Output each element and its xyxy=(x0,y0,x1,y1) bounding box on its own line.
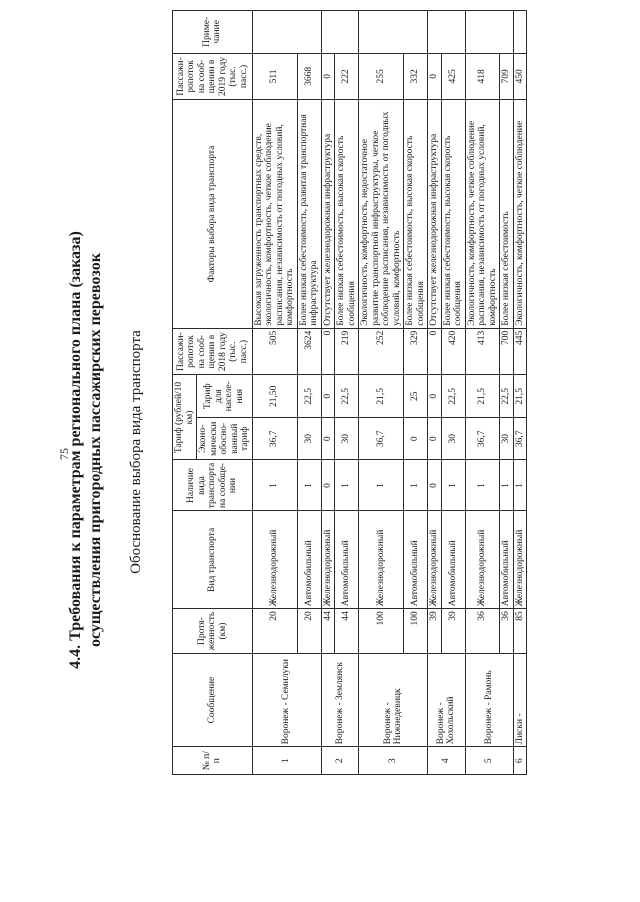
cell-tariff-population: 22,5 xyxy=(500,375,514,418)
cell-passengers-2018: 413 xyxy=(465,328,500,375)
header-tariff-population: Тариф для населения xyxy=(197,375,253,418)
cell-length: 20 xyxy=(297,609,321,654)
cell-passengers-2018: 420 xyxy=(441,328,465,375)
cell-tariff-population: 21,50 xyxy=(252,375,297,418)
cell-passengers-2018: 252 xyxy=(359,328,404,375)
cell-mode: Железнодорожный xyxy=(513,511,527,609)
cell-availability: 1 xyxy=(465,460,500,511)
cell-availability: 1 xyxy=(500,460,514,511)
cell-tariff-population: 22,5 xyxy=(441,375,465,418)
cell-passengers-2019: 450 xyxy=(513,53,527,100)
cell-tariff-population: 25 xyxy=(404,375,428,418)
cell-factors: Высокая загруженность транспортных средств, экологичность, комфортность, четкое соблюдение расписания, независимость от погодных условий, комфортность xyxy=(252,100,297,328)
cell-length: 85 xyxy=(513,609,527,654)
cell-num: 5 xyxy=(465,747,513,775)
header-availability: Наличие вида транспорта на сообщении xyxy=(173,460,253,511)
cell-mode: Автомобильный xyxy=(297,511,321,609)
cell-length: 39 xyxy=(428,609,442,654)
section-title: 4.4. Требования к параметрам регионального плана (заказа) осуществления пригородных пассажирских перевозок xyxy=(67,231,104,669)
cell-num: 6 xyxy=(513,747,527,775)
table-row xyxy=(465,11,500,775)
header-factors: Факторы выбора вида транспорта xyxy=(173,100,253,328)
table-row xyxy=(428,11,442,775)
cell-length: 100 xyxy=(359,609,404,654)
cell-length: 36 xyxy=(500,609,514,654)
cell-factors: Экологичность, комфортность, четкое соблюдение xyxy=(513,100,527,328)
cell-passengers-2019: 255 xyxy=(359,53,404,100)
cell-tariff-economic: 36,7 xyxy=(465,418,500,461)
cell-tariff-economic: 30 xyxy=(441,418,465,461)
cell-factors: Более низкая себестоимость, высокая скорость сообщения xyxy=(404,100,428,328)
cell-route: Воронеж - Нижнедевицк xyxy=(359,653,428,747)
cell-mode: Автомобильный xyxy=(335,511,359,609)
cell-tariff-population: 22,5 xyxy=(297,375,321,418)
cell-route: Воронеж - Хохольский xyxy=(428,653,466,747)
cell-passengers-2019: 0 xyxy=(321,53,335,100)
cell-factors: Более низкая себестоимость, развитая транспортная инфраструктура xyxy=(297,100,321,328)
cell-mode: Железнодорожный xyxy=(321,511,335,609)
header-note: Примечание xyxy=(173,11,253,54)
cell-route: Лиски - xyxy=(513,653,527,747)
cell-passengers-2019: 3668 xyxy=(297,53,321,100)
cell-note xyxy=(252,11,321,54)
cell-route: Воронеж - Рамонь xyxy=(465,653,513,747)
cell-passengers-2019: 0 xyxy=(428,53,442,100)
cell-route: Воронеж - Семилуки xyxy=(252,653,321,747)
cell-tariff-economic: 36,7 xyxy=(359,418,404,461)
cell-mode: Автомобильный xyxy=(441,511,465,609)
cell-factors: Экологичность, комфортность, четкое соблюдение расписания, независимость от погодных условий, комфортность xyxy=(465,100,500,328)
cell-note xyxy=(428,11,466,54)
cell-factors: Более низкая себестоимость xyxy=(500,100,514,328)
cell-factors: Более низкая себестоимость, высокая скорость сообщения xyxy=(441,100,465,328)
cell-availability: 1 xyxy=(513,460,527,511)
cell-passengers-2019: 222 xyxy=(335,53,359,100)
cell-tariff-economic: 30 xyxy=(335,418,359,461)
cell-mode: Железнодорожный xyxy=(252,511,297,609)
cell-num: 1 xyxy=(252,747,321,775)
cell-length: 39 xyxy=(441,609,465,654)
cell-route: Воронеж - Землянск xyxy=(321,653,359,747)
cell-availability: 0 xyxy=(428,460,442,511)
cell-tariff-economic: 30 xyxy=(297,418,321,461)
cell-tariff-economic: 0 xyxy=(404,418,428,461)
cell-num: 2 xyxy=(321,747,359,775)
cell-mode: Автомобильный xyxy=(404,511,428,609)
cell-availability: 0 xyxy=(321,460,335,511)
cell-availability: 1 xyxy=(252,460,297,511)
cell-passengers-2019: 332 xyxy=(404,53,428,100)
cell-tariff-population: 21,5 xyxy=(465,375,500,418)
cell-passengers-2019: 709 xyxy=(500,53,514,100)
cell-passengers-2018: 445 xyxy=(513,328,527,375)
header-tariff-economic: Экономически обоснованный тариф xyxy=(197,418,253,461)
transport-choice-table xyxy=(172,10,527,775)
cell-passengers-2018: 700 xyxy=(500,328,514,375)
header-num: № п/п xyxy=(173,747,253,775)
cell-availability: 1 xyxy=(359,460,404,511)
cell-passengers-2019: 425 xyxy=(441,53,465,100)
cell-passengers-2019: 511 xyxy=(252,53,297,100)
header-route: Сообщение xyxy=(173,653,253,747)
cell-tariff-economic: 36,7 xyxy=(513,418,527,461)
cell-mode: Железнодорожный xyxy=(465,511,500,609)
cell-num: 4 xyxy=(428,747,466,775)
table-row xyxy=(321,11,335,775)
table-row xyxy=(359,11,404,775)
cell-mode: Железнодорожный xyxy=(359,511,404,609)
cell-note xyxy=(359,11,428,54)
cell-mode: Железнодорожный xyxy=(428,511,442,609)
cell-availability: 1 xyxy=(441,460,465,511)
cell-factors: Отсутствует железнодорожная инфраструктура xyxy=(428,100,442,328)
cell-tariff-population: 21,5 xyxy=(359,375,404,418)
cell-passengers-2018: 0 xyxy=(321,328,335,375)
cell-tariff-population: 0 xyxy=(321,375,335,418)
cell-tariff-population: 22,5 xyxy=(335,375,359,418)
cell-num: 3 xyxy=(359,747,428,775)
cell-availability: 1 xyxy=(335,460,359,511)
cell-tariff-economic: 30 xyxy=(500,418,514,461)
cell-length: 100 xyxy=(404,609,428,654)
cell-passengers-2018: 3624 xyxy=(297,328,321,375)
cell-tariff-population: 21,5 xyxy=(513,375,527,418)
page-number: 75 xyxy=(57,448,71,460)
header-length: Протяженность (км) xyxy=(173,609,253,654)
cell-tariff-population: 0 xyxy=(428,375,442,418)
table-header-row xyxy=(173,11,197,775)
cell-tariff-economic: 36,7 xyxy=(252,418,297,461)
cell-length: 20 xyxy=(252,609,297,654)
header-passengers-2019: Пассажиропоток на сообщении в 2019 году (тыс. пасс.) xyxy=(173,53,253,100)
cell-factors: Более низкая себестоимость, высокая скорость сообщения xyxy=(335,100,359,328)
cell-passengers-2018: 329 xyxy=(404,328,428,375)
header-passengers-2018: Пассажиропоток на сообщении в 2018 году (тыс. пасс.) xyxy=(173,328,253,375)
cell-passengers-2018: 505 xyxy=(252,328,297,375)
cell-length: 36 xyxy=(465,609,500,654)
table-subtitle: Обоснование выбора вида транспорта xyxy=(128,330,144,574)
table-row xyxy=(513,11,527,775)
cell-factors: Отсутствует железнодорожная инфраструктура xyxy=(321,100,335,328)
cell-passengers-2019: 418 xyxy=(465,53,500,100)
cell-passengers-2018: 219 xyxy=(335,328,359,375)
cell-note xyxy=(513,11,527,54)
cell-mode: Автомобильный xyxy=(500,511,514,609)
table-row xyxy=(252,11,297,775)
header-tariff: Тариф (рублей/10 км) xyxy=(173,375,197,460)
cell-length: 44 xyxy=(321,609,335,654)
cell-factors: Экологичность, комфортность, недостаточное развитие транспортной инфраструктуры, четкое соблюдение расписания, независимость от погодных условий, комфортность xyxy=(359,100,404,328)
cell-availability: 1 xyxy=(404,460,428,511)
cell-tariff-economic: 0 xyxy=(428,418,442,461)
cell-note xyxy=(321,11,359,54)
cell-length: 44 xyxy=(335,609,359,654)
cell-availability: 1 xyxy=(297,460,321,511)
cell-note xyxy=(465,11,513,54)
cell-passengers-2018: 0 xyxy=(428,328,442,375)
cell-tariff-economic: 0 xyxy=(321,418,335,461)
header-mode: Вид транспорта xyxy=(173,511,253,609)
